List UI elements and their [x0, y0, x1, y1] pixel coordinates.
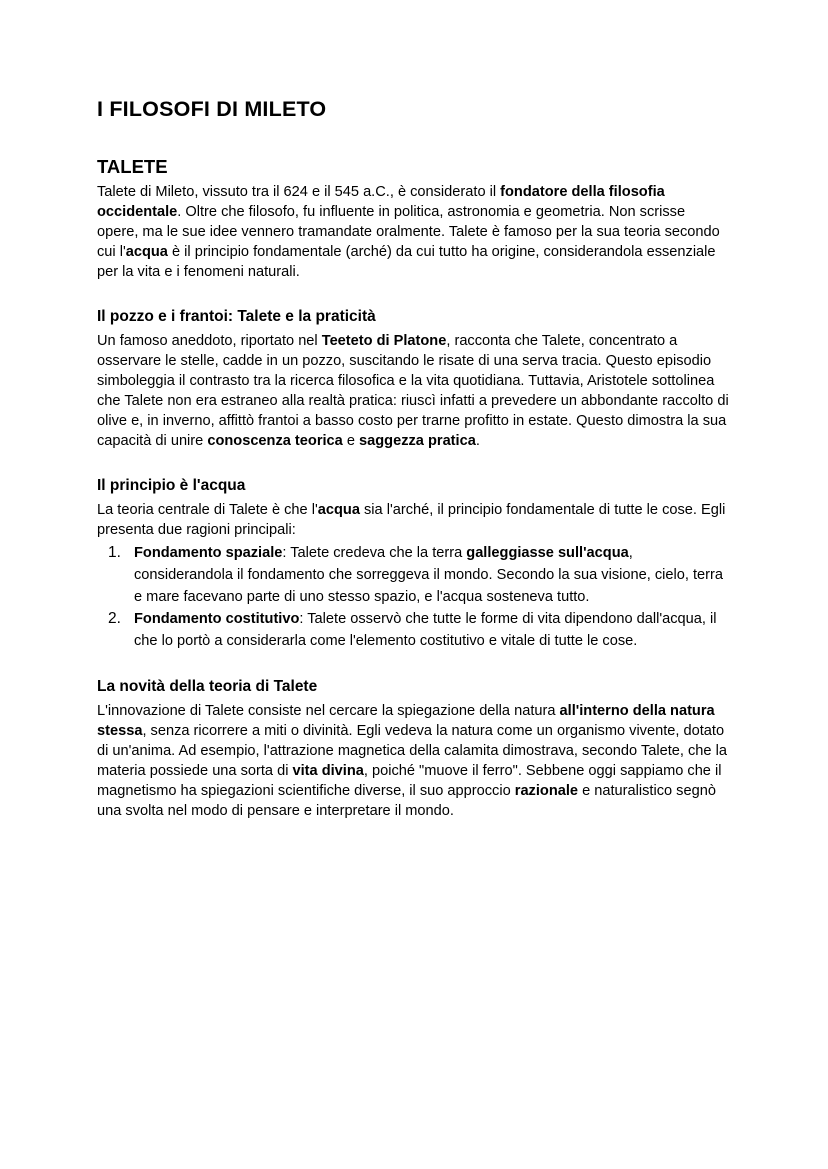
list-marker-2: 2.	[108, 610, 121, 627]
list-item-text-2: Fondamento costitutivo: Talete osservò che tutte le forme di vita dipendono dall'acqua, il che lo portò a considerarla come l'elemento costitutivo e vitale di tutte le cose.	[134, 611, 717, 649]
paragraph-talete-intro: Talete di Mileto, vissuto tra il 624 e il 545 a.C., è considerato il fondatore della filosofia occidentale. Oltre che filosofo, fu influente in politica, astronomia e geometria. Non scrisse opere, ma le sue idee vennero tramandate oralmente. Talete è famoso per la sua teoria secondo cui l'acqua è il principio fondamentale (arché) da cui tutto ha origine, considerandola essenziale per la vita e i fenomeni naturali.	[97, 184, 720, 280]
section-talete	[97, 155, 730, 282]
heading-novita-teoria: La novità della teoria di Talete	[97, 678, 318, 695]
section-principio-acqua	[97, 475, 730, 652]
list-item-fondamento-spaziale	[97, 542, 730, 608]
heading-pozzo-frantoi: Il pozzo e i frantoi: Talete e la praticità	[97, 308, 376, 325]
list-item-text-1: Fondamento spaziale: Talete credeva che la terra galleggiasse sull'acqua, considerandola il fondamento che sorreggeva il mondo. Secondo la sua visione, cielo, terra e mare facevano parte di uno stesso spazio, e l'acqua sosteneva tutto.	[134, 545, 723, 605]
list-marker-1: 1.	[108, 544, 121, 561]
heading-talete: TALETE	[97, 156, 168, 177]
numbered-list	[97, 542, 730, 652]
paragraph-principio-acqua: La teoria centrale di Talete è che l'acqua sia l'arché, il principio fondamentale di tutte le cose. Egli presenta due ragioni principali:	[97, 502, 726, 538]
heading-principio-acqua: Il principio è l'acqua	[97, 477, 246, 494]
paragraph-pozzo-frantoi: Un famoso aneddoto, riportato nel Teeteto di Platone, racconta che Talete, concentrato a osservare le stelle, cadde in un pozzo, suscitando le risate di una serva tracia. Questo episodio simboleggia il contrasto tra la ricerca filosofica e la vita quotidiana. Tuttavia, Aristotele sottolinea che Talete non era estraneo alla realtà pratica: riuscì infatti a prevedere un abbondante raccolto di olive e, in inverno, affittò frantoi a basso costo per trarne profitto in estate. Questo dimostra la sua capacità di unire conoscenza teorica e saggezza pratica.	[97, 333, 729, 449]
paragraph-novita-teoria: L'innovazione di Talete consiste nel cercare la spiegazione della natura all'interno della natura stessa, senza ricorrere a miti o divinità. Egli vedeva la natura come un organismo vivente, dotato di un'anima. Ad esempio, l'attrazione magnetica della calamita dimostrava, secondo Talete, che la materia possiede una sorta di vita divina, poiché "muove il ferro". Sebbene oggi sappiamo che il magnetismo ha spiegazioni scientifiche diverse, il suo approccio razionale e naturalistico segnò una svolta nel modo di pensare e interpretare il mondo.	[97, 703, 727, 819]
list-item-fondamento-costitutivo	[97, 608, 730, 652]
section-pozzo-frantoi	[97, 306, 730, 451]
document-title: I FILOSOFI DI MILETO	[97, 97, 327, 121]
section-novita-teoria	[97, 676, 730, 821]
